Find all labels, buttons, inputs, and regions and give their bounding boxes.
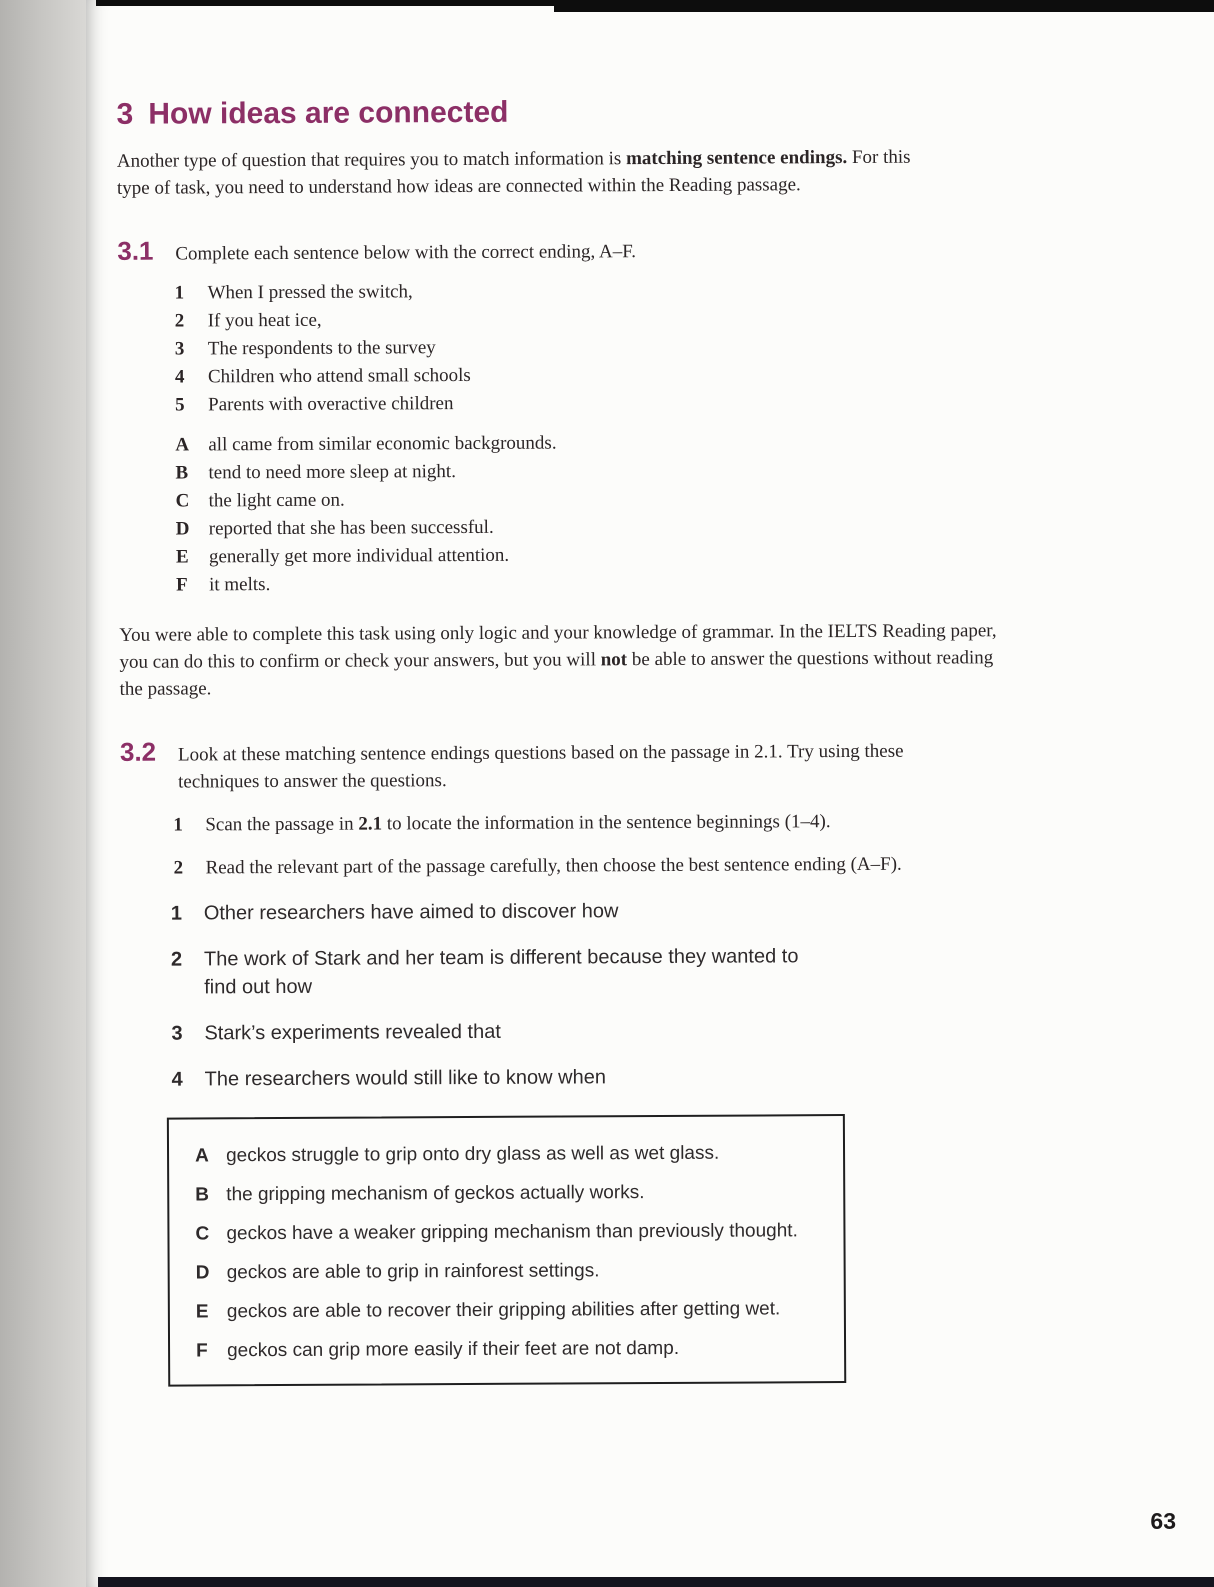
technique-step	[173, 850, 1118, 882]
option-letter: D	[195, 1262, 210, 1284]
option-item	[195, 1179, 829, 1208]
exercise-3-1-instruction: Complete each sentence below with the correct ending, A–F.	[175, 241, 637, 265]
question-number: 3	[171, 1022, 183, 1045]
question-text: The work of Stark and her team is different because they wanted to find out how	[203, 945, 799, 999]
option-text: geckos struggle to grip onto dry glass as well as wet glass.	[225, 1142, 720, 1167]
question-item	[172, 1061, 1120, 1094]
intro-paragraph	[117, 144, 935, 202]
intro-bold-phrase: matching sentence endings.	[625, 147, 848, 170]
item-letter: C	[175, 490, 190, 512]
item-text: all came from similar economic backgrounds.	[208, 432, 557, 456]
step-number: 1	[173, 814, 183, 836]
page-content	[86, 0, 1214, 1387]
option-text: geckos are able to recover their gripping abilities after getting wet.	[226, 1298, 781, 1323]
step-text	[205, 808, 830, 838]
section-heading-number: 3	[116, 97, 134, 131]
technique-step	[173, 807, 1118, 839]
question-text: Stark’s experiments revealed that	[204, 1020, 501, 1045]
option-text: geckos have a weaker gripping mechanism than previously thought.	[226, 1220, 798, 1245]
question-number: 4	[171, 1068, 183, 1091]
option-letter: C	[195, 1223, 210, 1245]
step-text-2: to locate the information in the sentence beginnings (1–4).	[382, 811, 831, 835]
intro-text-1: Another type of question that requires you to match information is	[116, 148, 627, 172]
item-letter: E	[175, 546, 189, 568]
option-text: the gripping mechanism of geckos actually works.	[226, 1182, 645, 1206]
exercise-3-2-instruction: Look at these matching sentence endings questions based on the passage in 2.1. Try using these techniques to answer the questions.	[177, 740, 904, 793]
item-text: tend to need more sleep at night.	[208, 461, 456, 484]
note-bold-word: not	[600, 649, 628, 671]
option-letter: F	[196, 1340, 208, 1362]
option-letter: A	[194, 1145, 209, 1167]
exercise-number-3-1: 3.1	[117, 235, 154, 266]
technique-steps	[173, 807, 1118, 882]
question-beginnings-list	[171, 895, 1120, 1094]
option-item	[196, 1335, 830, 1364]
option-item	[196, 1296, 830, 1325]
step-text	[205, 851, 901, 882]
item-number: 2	[174, 310, 185, 332]
list-item	[176, 567, 1117, 600]
item-letter: F	[176, 574, 188, 596]
item-text: Parents with overactive children	[208, 393, 454, 416]
question-text: The researchers would still like to know when	[204, 1066, 607, 1091]
note-paragraph	[119, 617, 1005, 703]
question-item	[171, 1015, 1119, 1048]
sentence-beginnings-list	[174, 275, 1116, 420]
item-text: The respondents to the survey	[207, 337, 436, 360]
sentence-endings-list	[175, 427, 1117, 600]
page-number: 63	[1150, 1508, 1176, 1534]
exercise-3-2-header	[120, 732, 1118, 796]
option-letter: E	[195, 1301, 209, 1323]
item-text: When I pressed the switch,	[207, 281, 413, 304]
step-text-1: Read the relevant part of the passage carefully, then choose the best sentence ending (A–F).	[205, 853, 902, 879]
question-item	[171, 895, 1119, 928]
step-text-1: Scan the passage in	[205, 813, 359, 836]
section-heading	[117, 91, 1115, 134]
item-number: 1	[174, 282, 185, 304]
exercise-number-3-2: 3.2	[119, 736, 157, 767]
page-title: How ideas are connected	[148, 95, 509, 131]
item-letter: A	[175, 434, 190, 456]
option-item	[195, 1218, 829, 1247]
exercise-3-1-header	[117, 231, 1115, 268]
note-text-2: be able to answer the questions without reading the passage.	[119, 647, 994, 700]
item-number: 3	[174, 338, 185, 360]
step-number: 2	[173, 857, 184, 879]
list-item	[175, 387, 1116, 420]
item-text: If you heat ice,	[207, 309, 322, 332]
item-text: it melts.	[209, 574, 271, 596]
item-text: the light came on.	[208, 489, 345, 512]
item-letter: B	[175, 462, 189, 484]
option-item	[195, 1140, 829, 1169]
item-text: generally get more individual attention.	[208, 544, 510, 568]
option-letter: B	[195, 1184, 210, 1206]
question-item	[171, 941, 1119, 1002]
intro-text-2: For this type of task, you need to understand how ideas are connected within the Reading passage.	[116, 146, 911, 199]
item-letter: D	[175, 518, 190, 540]
answer-options-box	[167, 1114, 846, 1387]
item-number: 4	[174, 366, 185, 388]
option-item	[196, 1257, 830, 1286]
step-bold: 2.1	[358, 813, 383, 835]
question-text: Other researchers have aimed to discover how	[203, 900, 619, 925]
question-number: 1	[170, 902, 182, 925]
option-text: geckos are able to grip in rainforest settings.	[226, 1260, 600, 1284]
option-text: geckos can grip more easily if their feet are not damp.	[227, 1337, 680, 1362]
note-text-1: You were able to complete this task using only logic and your knowledge of grammar. In the IELTS Reading paper, you can do this to confirm or check your answers, but you will	[119, 620, 997, 673]
scan-artifact-bottom-bar	[98, 1577, 1214, 1587]
item-number: 5	[175, 394, 185, 416]
book-page	[86, 0, 1214, 1587]
question-number: 2	[170, 948, 183, 971]
item-text: reported that she has been successful.	[208, 516, 494, 540]
item-text: Children who attend small schools	[207, 364, 471, 388]
